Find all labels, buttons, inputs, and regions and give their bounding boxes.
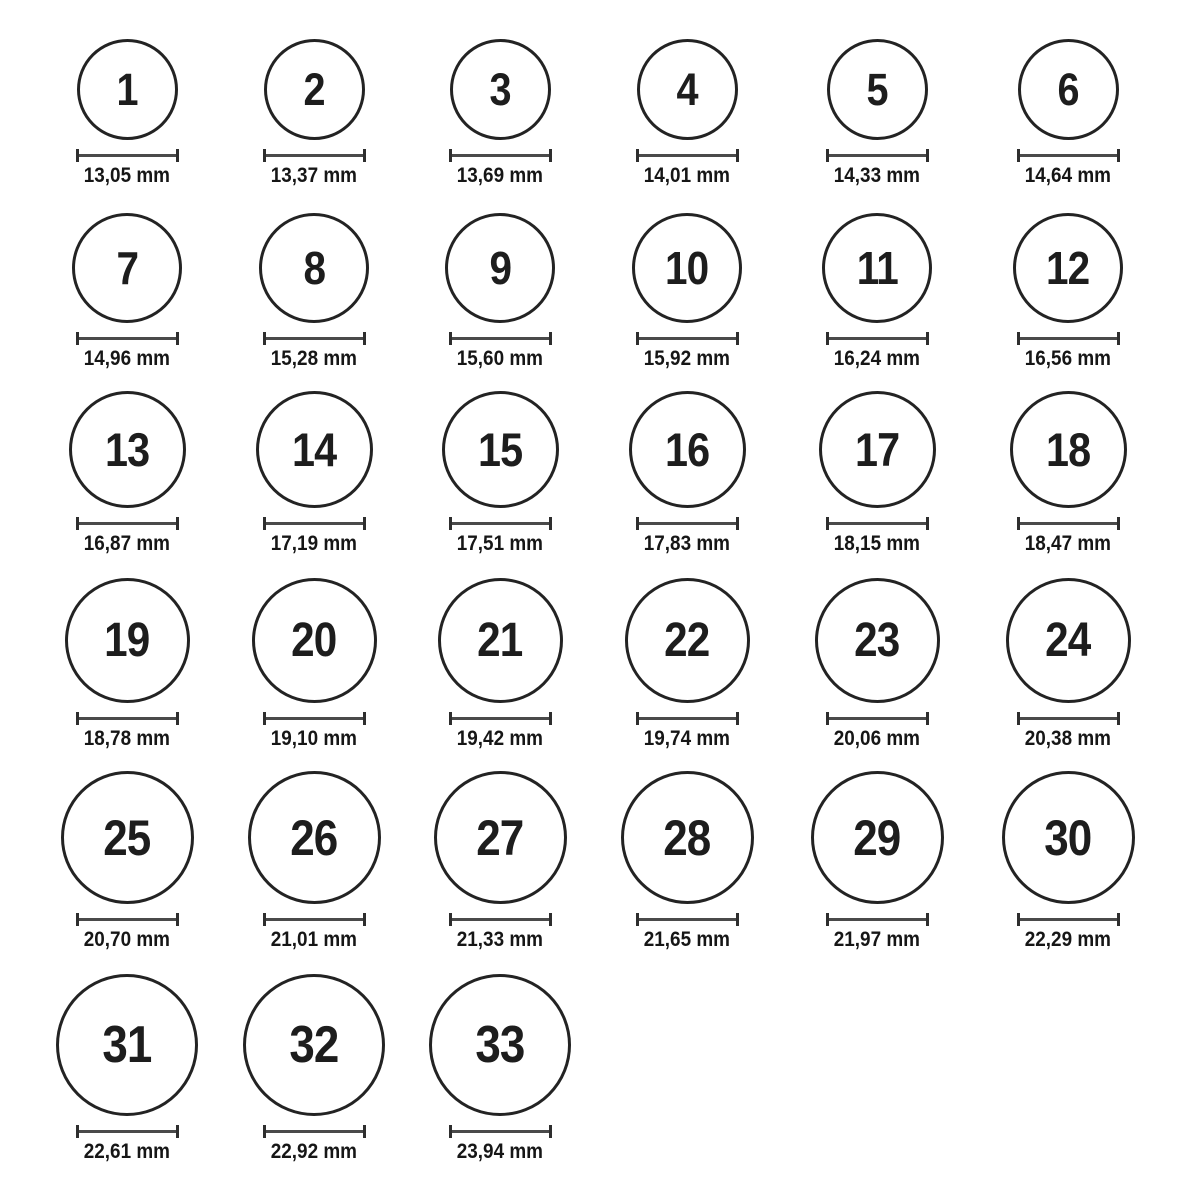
ring-size-number: 8 [303,242,325,294]
diameter-measure-line [636,149,739,162]
measure-bar [79,918,176,921]
ring-size-number: 32 [289,1016,339,1074]
measure-bar [79,522,176,525]
diameter-measure-line [76,517,179,530]
ring-circle [819,391,936,508]
measure-tick-right-icon [549,1125,552,1138]
ring-circle [811,771,944,904]
measure-bar [1020,717,1117,720]
ring-circle [621,771,754,904]
ring-size-cell [594,578,780,749]
ring-size-cell [221,391,407,554]
ring-circle [259,213,369,323]
measure-tick-right-icon [736,149,739,162]
diameter-measure-line [449,517,552,530]
measure-bar [829,918,926,921]
measure-tick-right-icon [176,517,179,530]
diameter-label: 15,92 mm [643,347,731,370]
measure-tick-right-icon [549,712,552,725]
ring-size-cell [594,213,780,369]
ring-circle [1006,578,1131,703]
diameter-label: 22,61 mm [83,1140,171,1163]
ring-circle [252,578,377,703]
diameter-label: 21,33 mm [456,928,544,951]
diameter-measure-line [449,712,552,725]
diameter-label: 21,97 mm [833,928,921,951]
ring-size-cell [784,391,970,554]
measure-tick-right-icon [1117,517,1120,530]
diameter-label: 19,42 mm [456,727,544,750]
ring-circle [632,213,742,323]
ring-circle [822,213,932,323]
diameter-label: 23,94 mm [456,1140,544,1163]
measure-bar [266,717,363,720]
ring-size-cell [975,39,1161,186]
ring-circle [625,578,750,703]
diameter-measure-line [636,332,739,345]
ring-circle [629,391,746,508]
measure-bar [266,337,363,340]
measure-bar [1020,337,1117,340]
diameter-measure-line [263,1125,366,1138]
diameter-measure-line [76,913,179,926]
diameter-measure-line [1017,517,1120,530]
measure-tick-right-icon [736,332,739,345]
diameter-measure-line [1017,332,1120,345]
ring-circle [256,391,373,508]
measure-tick-right-icon [176,1125,179,1138]
ring-size-cell [34,974,220,1162]
ring-size-number: 24 [1045,613,1091,667]
ring-size-number: 10 [665,242,709,294]
diameter-label: 15,60 mm [456,347,544,370]
diameter-label: 20,70 mm [83,928,171,951]
measure-bar [639,918,736,921]
measure-tick-right-icon [549,913,552,926]
ring-circle [438,578,563,703]
diameter-label: 16,87 mm [83,532,171,555]
measure-tick-right-icon [176,332,179,345]
measure-bar [829,717,926,720]
ring-size-cell [407,771,593,950]
measure-bar [639,522,736,525]
diameter-measure-line [636,517,739,530]
diameter-label: 18,78 mm [83,727,171,750]
ring-size-cell [221,39,407,186]
measure-bar [1020,154,1117,157]
ring-size-number: 19 [104,613,150,667]
diameter-label: 18,15 mm [833,532,921,555]
diameter-label: 13,69 mm [456,164,544,187]
diameter-measure-line [263,712,366,725]
ring-size-number: 7 [116,242,138,294]
ring-circle [61,771,194,904]
ring-size-number: 20 [291,613,337,667]
ring-size-number: 17 [854,423,900,476]
measure-bar [452,717,549,720]
measure-bar [1020,522,1117,525]
measure-tick-right-icon [363,712,366,725]
measure-tick-right-icon [1117,913,1120,926]
ring-size-cell [594,391,780,554]
ring-size-cell [975,578,1161,749]
ring-size-cell [784,771,970,950]
measure-bar [452,522,549,525]
diameter-measure-line [76,332,179,345]
measure-bar [79,1130,176,1133]
measure-tick-right-icon [736,913,739,926]
measure-tick-right-icon [363,332,366,345]
ring-size-cell [594,771,780,950]
diameter-label: 13,37 mm [270,164,358,187]
diameter-label: 19,10 mm [270,727,358,750]
ring-size-cell [34,578,220,749]
diameter-label: 18,47 mm [1024,532,1112,555]
ring-size-cell [34,771,220,950]
measure-bar [452,1130,549,1133]
diameter-measure-line [76,149,179,162]
diameter-label: 17,51 mm [456,532,544,555]
diameter-measure-line [826,712,929,725]
diameter-measure-line [636,913,739,926]
ring-circle [56,974,198,1116]
ring-circle [1010,391,1127,508]
ring-circle [637,39,738,140]
diameter-measure-line [263,913,366,926]
measure-bar [639,337,736,340]
ring-size-cell [221,771,407,950]
diameter-label: 17,19 mm [270,532,358,555]
ring-size-number: 23 [854,613,900,667]
ring-circle [77,39,178,140]
measure-tick-right-icon [549,517,552,530]
ring-circle [429,974,571,1116]
ring-size-number: 15 [477,423,523,476]
measure-tick-right-icon [926,517,929,530]
ring-size-number: 27 [476,809,524,866]
diameter-label: 16,56 mm [1024,347,1112,370]
measure-bar [639,717,736,720]
measure-bar [452,918,549,921]
ring-size-cell [34,39,220,186]
measure-bar [79,717,176,720]
diameter-label: 22,29 mm [1024,928,1112,951]
measure-bar [1020,918,1117,921]
ring-size-cell [407,578,593,749]
ring-size-number: 12 [1046,242,1090,294]
measure-bar [829,154,926,157]
diameter-label: 19,74 mm [643,727,731,750]
diameter-measure-line [449,913,552,926]
measure-tick-right-icon [926,149,929,162]
ring-size-number: 21 [477,613,523,667]
diameter-measure-line [826,913,929,926]
ring-size-number: 26 [290,809,338,866]
ring-size-number: 22 [664,613,710,667]
diameter-label: 14,33 mm [833,164,921,187]
ring-size-number: 2 [303,64,325,115]
ring-size-cell [221,213,407,369]
ring-size-number: 30 [1044,809,1092,866]
measure-tick-right-icon [926,913,929,926]
measure-tick-right-icon [363,913,366,926]
diameter-measure-line [1017,149,1120,162]
ring-circle [248,771,381,904]
ring-circle [445,213,555,323]
ring-size-cell [407,39,593,186]
ring-size-cell [34,213,220,369]
diameter-label: 14,96 mm [83,347,171,370]
ring-circle [1018,39,1119,140]
measure-tick-right-icon [1117,149,1120,162]
diameter-measure-line [76,712,179,725]
diameter-measure-line [826,517,929,530]
diameter-label: 21,65 mm [643,928,731,951]
ring-size-cell [221,578,407,749]
measure-bar [452,337,549,340]
ring-size-cell [975,391,1161,554]
ring-size-number: 6 [1057,64,1079,115]
measure-tick-right-icon [363,1125,366,1138]
ring-size-cell [784,39,970,186]
measure-bar [829,522,926,525]
diameter-measure-line [1017,913,1120,926]
ring-circle [815,578,940,703]
measure-bar [639,154,736,157]
ring-circle [1013,213,1123,323]
ring-size-cell [784,578,970,749]
measure-bar [452,154,549,157]
diameter-measure-line [636,712,739,725]
diameter-measure-line [263,517,366,530]
ring-size-number: 28 [663,809,711,866]
diameter-measure-line [826,332,929,345]
ring-circle [65,578,190,703]
ring-size-cell [407,974,593,1162]
ring-circle [434,771,567,904]
ring-size-cell [407,213,593,369]
diameter-label: 14,64 mm [1024,164,1112,187]
measure-tick-right-icon [736,517,739,530]
diameter-label: 22,92 mm [270,1140,358,1163]
ring-size-cell [221,974,407,1162]
diameter-label: 16,24 mm [833,347,921,370]
ring-size-number: 4 [676,64,698,115]
ring-circle [69,391,186,508]
ring-circle [450,39,551,140]
diameter-measure-line [263,332,366,345]
ring-size-number: 25 [103,809,151,866]
diameter-label: 20,06 mm [833,727,921,750]
ring-size-number: 11 [856,242,898,294]
diameter-measure-line [826,149,929,162]
diameter-measure-line [449,1125,552,1138]
ring-size-number: 13 [104,423,150,476]
measure-bar [79,337,176,340]
diameter-measure-line [1017,712,1120,725]
measure-bar [79,154,176,157]
diameter-label: 15,28 mm [270,347,358,370]
ring-circle [264,39,365,140]
ring-circle [72,213,182,323]
measure-bar [266,1130,363,1133]
measure-bar [266,918,363,921]
measure-tick-right-icon [736,712,739,725]
ring-size-cell [784,213,970,369]
measure-tick-right-icon [1117,712,1120,725]
measure-bar [266,522,363,525]
ring-circle [243,974,385,1116]
measure-tick-right-icon [176,149,179,162]
ring-size-number: 3 [489,64,511,115]
ring-size-cell [975,771,1161,950]
measure-tick-right-icon [363,517,366,530]
measure-tick-right-icon [176,712,179,725]
ring-size-cell [407,391,593,554]
ring-circle [827,39,928,140]
diameter-label: 20,38 mm [1024,727,1112,750]
ring-circle [442,391,559,508]
diameter-measure-line [76,1125,179,1138]
ring-size-number: 1 [116,64,138,115]
measure-tick-right-icon [176,913,179,926]
ring-size-number: 16 [664,423,710,476]
measure-tick-right-icon [926,712,929,725]
diameter-measure-line [449,332,552,345]
ring-size-number: 31 [102,1016,152,1074]
ring-size-number: 18 [1045,423,1091,476]
diameter-label: 21,01 mm [270,928,358,951]
diameter-measure-line [263,149,366,162]
ring-size-number: 33 [475,1016,525,1074]
diameter-measure-line [449,149,552,162]
measure-bar [829,337,926,340]
diameter-label: 17,83 mm [643,532,731,555]
measure-tick-right-icon [363,149,366,162]
measure-tick-right-icon [1117,332,1120,345]
measure-bar [266,154,363,157]
diameter-label: 14,01 mm [643,164,731,187]
measure-tick-right-icon [549,332,552,345]
ring-size-cell [594,39,780,186]
measure-tick-right-icon [549,149,552,162]
ring-size-number: 9 [489,242,511,294]
diameter-label: 13,05 mm [83,164,171,187]
ring-size-number: 14 [291,423,337,476]
ring-size-number: 5 [866,64,888,115]
ring-size-cell [34,391,220,554]
ring-size-cell [975,213,1161,369]
measure-tick-right-icon [926,332,929,345]
ring-size-number: 29 [853,809,901,866]
ring-circle [1002,771,1135,904]
